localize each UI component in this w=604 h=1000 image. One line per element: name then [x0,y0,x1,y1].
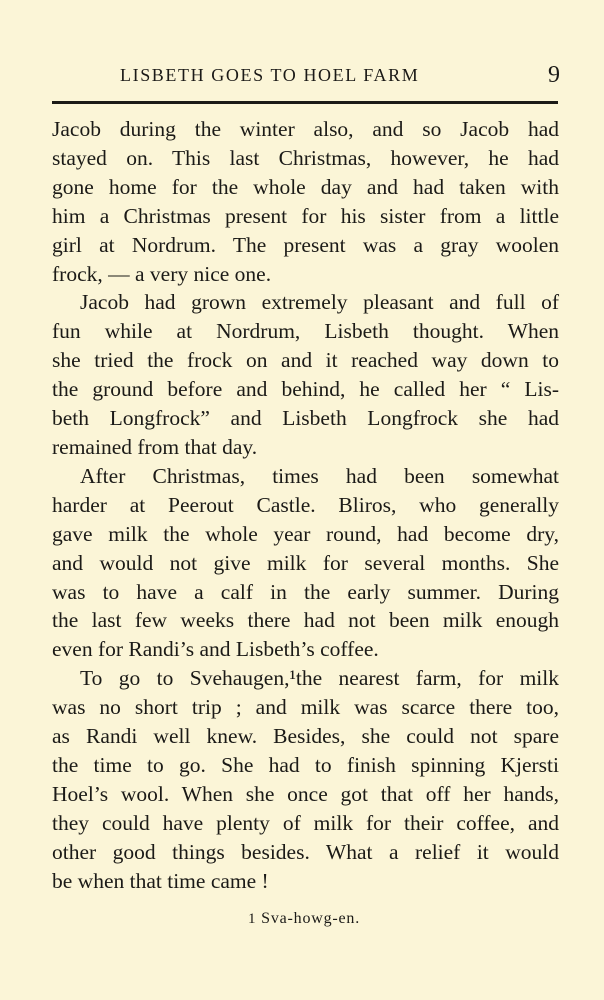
body-text [52,115,559,895]
text-line: Jacob during the winter also, and so Jacob had [52,117,559,141]
text-line: she tried the frock on and it reached way down to [52,348,559,373]
footnote [248,910,360,928]
text-line: him a Christmas present for his sister from a little [52,203,559,228]
page-number: 9 [548,62,560,88]
running-title: LISBETH GOES TO HOEL FARM [120,65,420,85]
text-line: To go to Svehaugen,¹the nearest farm, for milk [80,666,559,691]
text-line: gone home for the whole day and had taken with [52,174,559,199]
footnote-marker: 1 [248,911,257,927]
text-line: the last few weeks there had not been milk enough [52,608,559,633]
text-line: gave milk the whole year round, had become dry, [52,521,559,546]
text-line: was no short trip ; and milk was scarce there too, [52,695,559,720]
footnote-text: Sva-howg-en. [261,910,361,927]
text-line: and would not give milk for several months. She [52,550,559,575]
text-line: After Christmas, times had been somewhat [80,463,559,488]
text-line: as Randi well knew. Besides, she could not spare [52,724,559,749]
text-line: remained from that day. [52,434,258,459]
text-line: beth Longfrock” and Lisbeth Longfrock she had [52,406,559,431]
text-line: be when that time came ! [52,868,269,893]
text-line: girl at Nordrum. The present was a gray woolen [52,232,559,257]
text-line: Hoel’s wool. When she once got that off her hands, [52,781,559,806]
running-header [52,62,560,92]
text-line: the time to go. She had to finish spinning Kjersti [52,752,559,777]
text-line: other good things besides. What a relief it would [52,839,559,864]
text-line: stayed on. This last Christmas, however, he had [52,145,559,170]
header-rule [52,101,558,104]
text-line: even for Randi’s and Lisbeth’s coffee. [52,637,379,662]
text-line: fun while at Nordrum, Lisbeth thought. When [52,319,559,344]
text-line: frock, — a very nice one. [52,261,272,286]
text-line: they could have plenty of milk for their coffee, and [52,810,559,835]
text-line: Jacob had grown extremely pleasant and full of [80,290,559,315]
text-line: the ground before and behind, he called her “ Lis- [52,377,559,402]
text-line: was to have a calf in the early summer. During [52,579,559,604]
text-line: harder at Peerout Castle. Bliros, who generally [52,492,559,517]
